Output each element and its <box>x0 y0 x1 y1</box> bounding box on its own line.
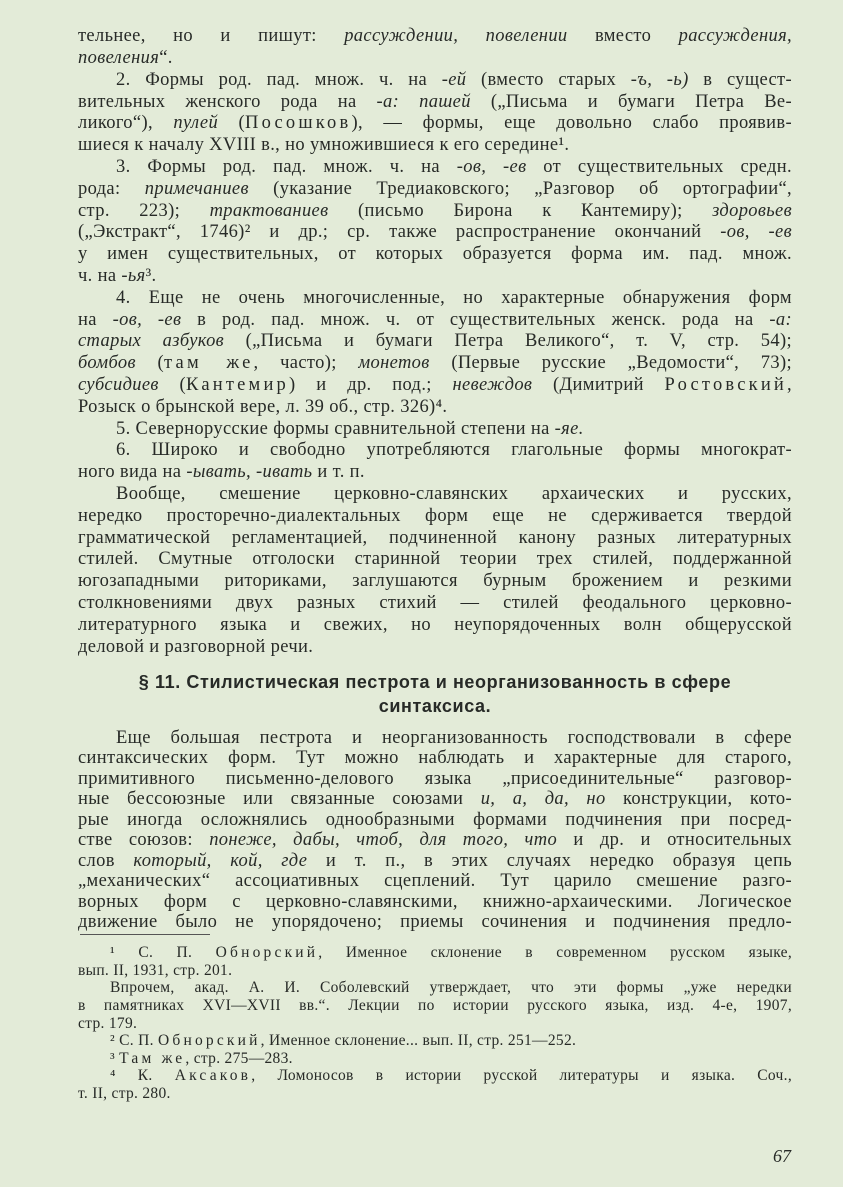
text-line <box>78 375 792 397</box>
text-run: 4. Еще не очень многочисленные, но характерные обнаружения форм <box>116 287 792 308</box>
text-run: , часто); <box>253 353 359 374</box>
text-line <box>78 331 792 353</box>
text-line <box>78 830 792 851</box>
text-run: (вместо старых <box>466 69 631 90</box>
text-run: ( <box>135 353 165 374</box>
text-line <box>78 222 792 244</box>
text-run: (указание Тредиаковского; „Разговор об ортографии“, <box>248 178 792 199</box>
text-line <box>78 593 792 615</box>
text-run: стве союзов: <box>78 830 210 851</box>
text-line <box>116 440 792 462</box>
italic-term: рассуждения, <box>678 26 793 47</box>
text-run: и т. п., в этих случаях нередко образуя цепь <box>307 850 792 871</box>
text-run: , Ломоносов в истории русской литературы и языка. Соч., <box>251 1067 792 1085</box>
text-run: у имен существительных, от которых образуется форма им. пад. множ. <box>78 244 792 265</box>
text-run: ¹ С. П. <box>110 944 216 962</box>
text-run: ного вида на <box>78 462 187 483</box>
footnote-divider <box>80 934 210 935</box>
text-run: , Именное склонение в современном русском языке, <box>318 944 792 962</box>
text-line <box>116 288 792 310</box>
text-run: ) и др. под.; <box>289 374 453 395</box>
text-run: рода: <box>78 178 145 199</box>
text-line <box>78 892 792 913</box>
text-run: Вообще, смешение церковно-славянских архаических и русских, <box>116 483 792 504</box>
text-run: , стр. 275—283. <box>185 1049 293 1067</box>
text-run: , <box>787 374 792 395</box>
text-run: ), — формы, еще довольно слабо проявив- <box>351 113 792 134</box>
text-run: стр. 223); <box>78 200 210 221</box>
section-heading-line-2: синтаксиса. <box>378 696 492 716</box>
text-run: 6. Широко и свободно употребляются глагольные формы многократ- <box>116 440 792 461</box>
text-run: литературного языка и свежих, но неупорядоченных волн общерусской <box>78 614 792 635</box>
italic-term: невеждов <box>452 374 533 395</box>
text-line <box>116 157 792 179</box>
text-run: “. <box>159 47 173 68</box>
text-run: слов <box>78 850 134 871</box>
italic-term: -ов, -ев <box>112 309 182 330</box>
text-run: в сущест- <box>688 69 793 90</box>
text-line <box>78 266 792 288</box>
text-run: „механических“ ассоциативных сцеплений. Тут царило смешение разго- <box>78 871 792 892</box>
text-line <box>78 201 792 223</box>
text-run: 2. Формы род. пад. множ. ч. на <box>116 69 442 90</box>
text-run: вып. II, 1931, стр. 201. <box>78 961 233 979</box>
italic-term: -ывать, -ивать <box>186 462 313 483</box>
text-run: и др. и относительных <box>557 830 792 851</box>
italic-term: -а: пашей <box>376 91 471 112</box>
text-run: тельнее, но и пишут: <box>78 26 345 47</box>
spaced-name: Обнорский <box>215 944 319 962</box>
text-line <box>78 912 792 933</box>
italic-term: субсидиев <box>78 374 159 395</box>
text-line <box>116 70 792 92</box>
text-line <box>78 615 792 637</box>
text-run: т. II, стр. 280. <box>78 1085 171 1102</box>
text-run: ликого“), <box>78 113 174 134</box>
italic-term: трактованиев <box>209 200 329 221</box>
text-run: в памятниках XVI—XVII вв.“. Лекции по истории русского языка, изд. 4-е, 1907, <box>78 997 792 1014</box>
text-run: деловой и разговорной речи. <box>78 636 314 657</box>
spaced-name: Там же <box>119 1049 186 1067</box>
footnote-line <box>110 1032 792 1050</box>
text-run: стр. 179. <box>78 1014 138 1032</box>
text-run: („Письма и бумаги Петра Ве- <box>470 91 792 112</box>
italic-term: -ов, -ев <box>720 222 792 243</box>
text-line <box>78 789 792 810</box>
text-run: вместо <box>567 26 679 47</box>
text-run: Еще большая пестрота и неорганизованность господствовали в сфере <box>116 727 792 748</box>
italic-term: -ей <box>441 69 467 90</box>
text-line <box>78 462 792 484</box>
footnote-line <box>110 944 792 962</box>
text-run: на <box>78 309 113 330</box>
text-line <box>116 484 792 506</box>
italic-term: и, а, да, но <box>480 789 606 810</box>
text-line <box>78 769 792 790</box>
footnote-line <box>110 979 792 997</box>
italic-term: -яе. <box>554 418 584 439</box>
text-line <box>78 851 792 872</box>
text-line <box>78 48 792 70</box>
text-line <box>116 728 792 749</box>
text-run: ³. <box>145 265 157 286</box>
text-run: шиеся к началу XVIII в., но умножившиеся к его середине¹. <box>78 135 570 156</box>
text-line <box>78 179 792 201</box>
text-run: и т. п. <box>312 462 365 483</box>
text-line <box>78 871 792 892</box>
text-line <box>78 528 792 550</box>
text-run: ⁴ К. <box>110 1067 175 1085</box>
text-run: Розыск о брынской вере, л. 39 об., стр. 326)⁴. <box>78 396 448 417</box>
text-line <box>116 419 792 441</box>
text-run: югозападными риториками, заглушаются бурным брожением и резкими <box>78 571 792 592</box>
text-run: движение было не упорядочено; приемы сочинения и подчинения предло- <box>78 912 792 933</box>
text-run: ( <box>218 113 246 134</box>
text-line <box>78 810 792 831</box>
italic-term: рассуждении, повелении <box>344 26 568 47</box>
footnote-line <box>110 1050 792 1068</box>
text-line <box>78 549 792 571</box>
text-run: 5. Севернорусские формы сравнительной степени на <box>116 418 555 439</box>
text-run: ( <box>158 374 187 395</box>
section-heading-line-1: § 11. Стилистическая пестрота и неорганизованность в сфере <box>138 672 732 692</box>
spaced-name: Аксаков <box>174 1067 252 1085</box>
italic-term: повеления <box>78 47 160 68</box>
text-run: конструкции, кото- <box>605 789 792 810</box>
text-run: вительных женского рода на <box>78 91 377 112</box>
text-line <box>78 135 792 157</box>
text-run: нередко просторечно-диалектальных форм еще не сдерживается твердой <box>78 505 792 526</box>
spaced-name: там же <box>164 353 254 374</box>
footnote-line <box>110 1067 792 1085</box>
italic-term: бомбов <box>78 353 136 374</box>
text-run: („Экстракт“, 1746)² и др.; ср. также распространение окончаний <box>78 222 721 243</box>
text-run: стилей. Смутные отголоски старинной теории трех стилей, поддержанной <box>78 549 792 570</box>
text-line <box>78 92 792 114</box>
text-line <box>78 637 792 659</box>
text-run: (Первые русские „Ведомости“, 73); <box>429 353 792 374</box>
text-run: („Письма и бумаги Петра Великого“, т. V, стр. 54); <box>224 331 792 352</box>
text-line <box>78 113 792 135</box>
text-run: ворных форм с церковно-славянскими, книжно-архаическими. Логическое <box>78 891 792 912</box>
italic-term: монетов <box>358 353 430 374</box>
spaced-name: Обнорский <box>157 1032 261 1050</box>
text-line <box>78 310 792 332</box>
italic-term: пулей <box>173 113 219 134</box>
text-run: 3. Формы род. пад. множ. ч. на <box>116 156 457 177</box>
italic-term: который, кой, где <box>133 850 308 871</box>
spaced-name: Посошков <box>245 113 352 134</box>
spaced-name: Кантемир <box>186 374 290 395</box>
text-run: столкновениями двух разных стихий — стилей феодального церковно- <box>78 592 792 613</box>
text-run: грамматической регламентацией, подчиненной канону разных литературных <box>78 527 792 548</box>
italic-term: -а: <box>769 309 792 330</box>
text-run: рые иногда осложнялись однообразными формами подчинения при посред- <box>78 809 792 830</box>
italic-term: -ов, -ев <box>456 156 527 177</box>
text-run: Впрочем, акад. А. И. Соболевский утверждает, что эти формы „уже нередки <box>110 979 792 997</box>
footnote-line <box>78 1015 792 1033</box>
italic-term: здоровьев <box>712 200 792 221</box>
text-line <box>78 506 792 528</box>
text-run: ³ <box>110 1049 120 1067</box>
text-run: от существительных средн. <box>526 156 792 177</box>
text-run: синтаксических форм. Тут можно наблюдать и характерные для старого, <box>78 748 792 769</box>
text-run: примитивного письменно-делового языка „присоединительные“ разговор- <box>78 768 792 789</box>
text-line <box>78 748 792 769</box>
text-run: ч. на <box>78 265 122 286</box>
text-line <box>78 571 792 593</box>
footnote-line <box>78 1085 792 1103</box>
text-run: , Именное склонение... вып. II, стр. 251—252. <box>260 1032 577 1050</box>
page-number: 67 <box>773 1146 791 1166</box>
text-line <box>78 244 792 266</box>
italic-term: -ъ, -ь) <box>630 69 689 90</box>
text-run: в род. пад. множ. ч. от существительных женск. рода на <box>181 309 770 330</box>
italic-term: понеже, дабы, чтоб, для того, что <box>209 830 558 851</box>
italic-term: старых азбуков <box>78 331 225 352</box>
footnote-line <box>78 997 792 1015</box>
text-line <box>78 397 792 419</box>
italic-term: -ья <box>121 265 146 286</box>
text-run: (Димитрий <box>532 374 665 395</box>
text-run: ² С. П. <box>110 1032 158 1050</box>
italic-term: примечаниев <box>144 178 249 199</box>
text-run: ные бессоюзные или связанные союзами <box>78 789 481 810</box>
text-line <box>78 353 792 375</box>
text-run: (письмо Бирона к Кантемиру); <box>328 200 713 221</box>
footnote-line <box>78 962 792 980</box>
text-line <box>78 26 792 48</box>
spaced-name: Ростовский <box>664 374 788 395</box>
